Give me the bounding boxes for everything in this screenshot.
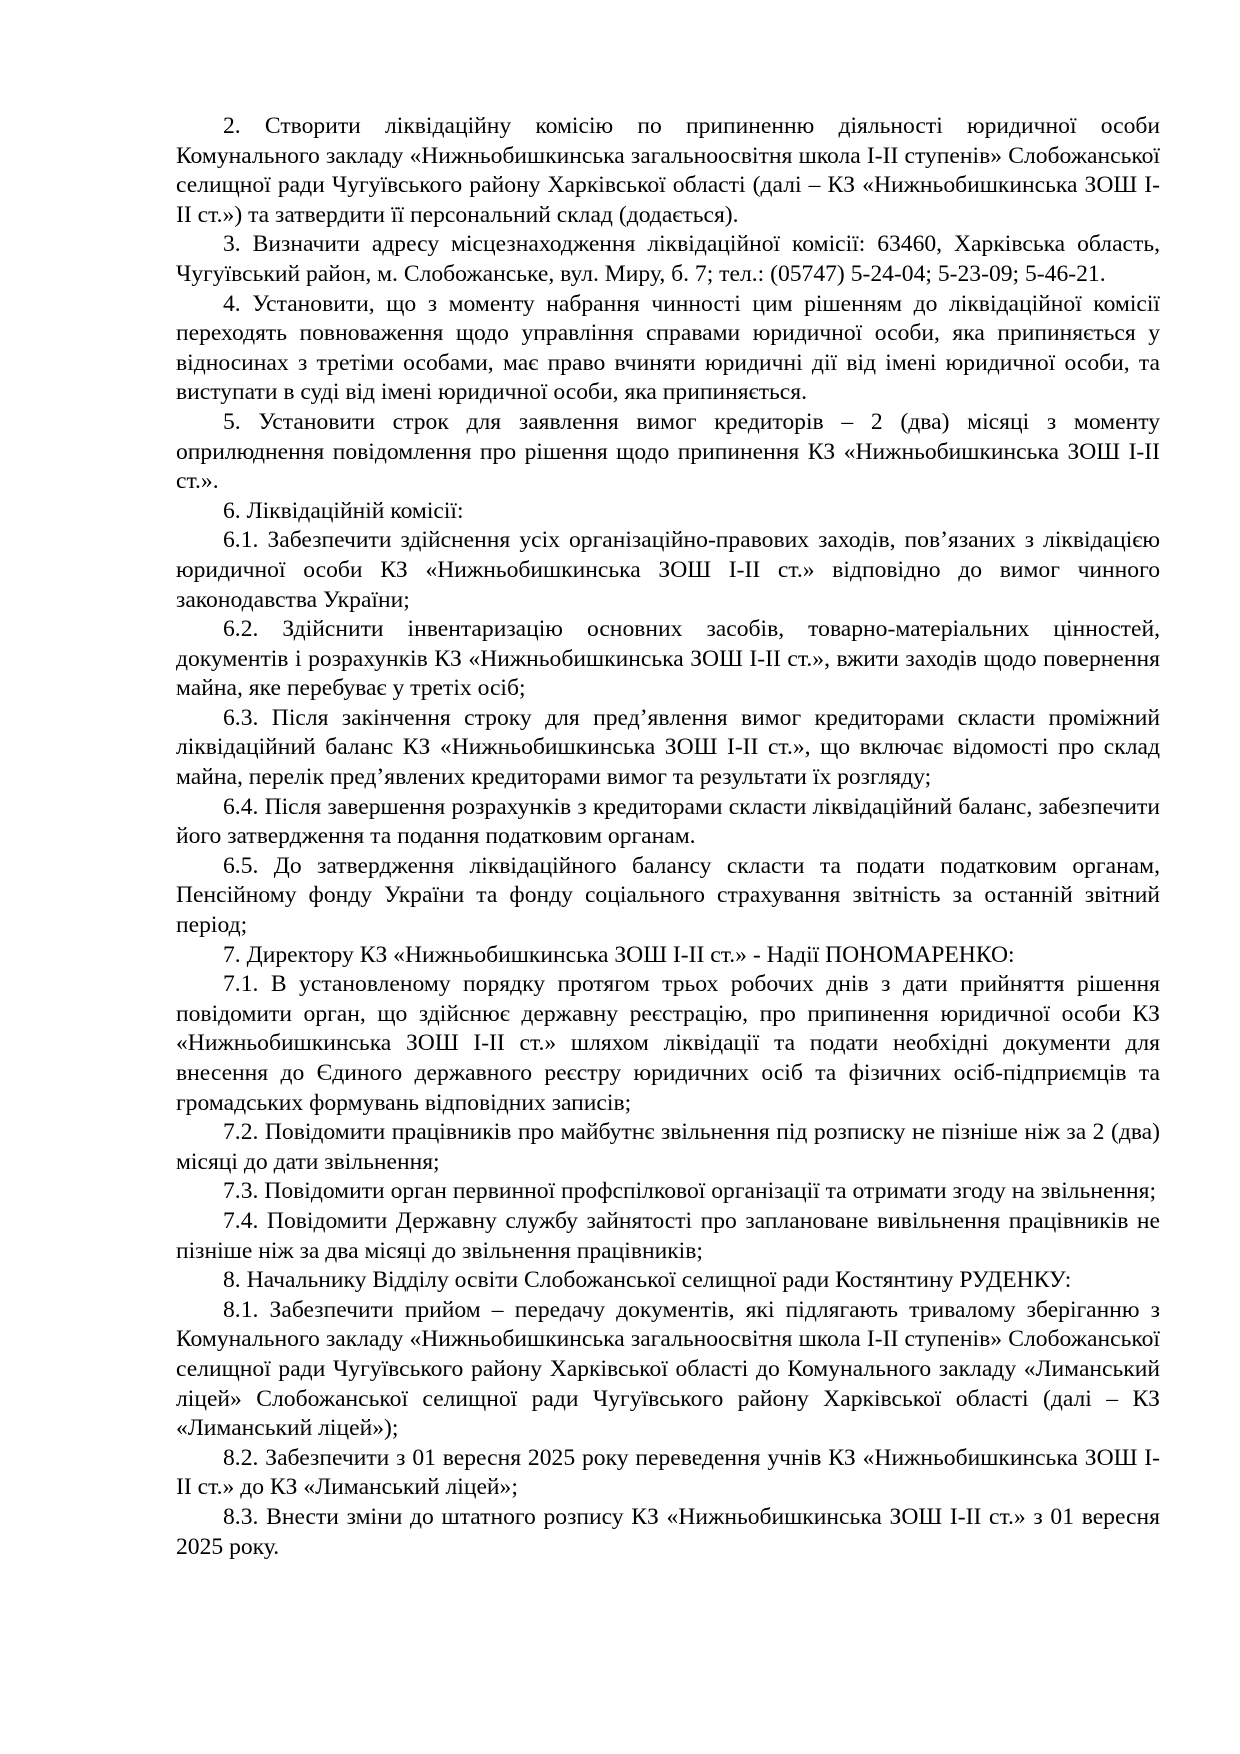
paragraph-7-3: 7.3. Повідомити орган первинної профспілкової організації та отримати згоду на звільнення; — [223, 1178, 1157, 1205]
paragraph-8-3: 8.3. Внести зміни до штатного розпису КЗ «Нижньобишкинська ЗОШ І-ІІ ст.» з 01 вересня 2025 року. — [176, 1503, 1160, 1560]
paragraph-8-1: 8.1. Забезпечити прийом – передачу документів, які підлягають тривалому зберіганню з Комунального закладу «Нижньобишкинська загальноосвітня школа І-ІІ ступенів» Слобожанської селищної ради Чугуївського району Харківської області до Комунального закладу «Лиманський ліцей» Слобожанської селищної ради Чугуївського району Харківської області (далі – КЗ «Лиманський ліцей»); — [176, 1296, 1160, 1442]
paragraph-4: 4. Установити, що з моменту набрання чинності цим рішенням до ліквідаційної комісії переходять повноваження щодо управління справами юридичної особи, яка припиняється у відносинах з третіми особами, має право вчиняти юридичні дії від імені юридичної особи, та виступати в суді від імені юридичної особи, яка припиняється. — [176, 290, 1160, 406]
paragraph-6-2: 6.2. Здійснити інвентаризацію основних засобів, товарно-матеріальних цінностей, документів і розрахунків КЗ «Нижньобишкинська ЗОШ І-ІІ ст.», вжити заходів щодо повернення майна, яке перебуває у третіх осіб; — [176, 616, 1160, 702]
paragraph-7-2: 7.2. Повідомити працівників про майбутнє звільнення під розписку не пізніше ніж за 2 (два) місяці до дати звільнення; — [176, 1119, 1160, 1175]
paragraph-7: 7. Директору КЗ «Нижньобишкинська ЗОШ І-ІІ ст.» - Надії ПОНОМАРЕНКО: — [223, 941, 1015, 968]
paragraph-7-4: 7.4. Повідомити Державну службу зайнятості про заплановане вивільнення працівників не пізніше ніж за два місяці до звільнення працівників; — [176, 1207, 1160, 1264]
paragraph-6-5: 6.5. До затвердження ліквідаційного балансу скласти та подати податковим органам, Пенсійному фонду України та фонду соціального страхування звітність за останній звітний період; — [176, 852, 1160, 939]
paragraph-6: 6. Ліквідаційній комісії: — [223, 497, 464, 524]
paragraph-6-3: 6.3. Після закінчення строку для пред’явлення вимог кредиторами скласти проміжний ліквідаційний баланс КЗ «Нижньобишкинська ЗОШ І-ІІ ст.», що включає відомості про склад майна, перелік пред’явлених кредиторами вимог та результати їх розгляду; — [176, 704, 1160, 791]
paragraph-6-1: 6.1. Забезпечити здійснення усіх організаційно-правових заходів, пов’язаних з ліквідацією юридичної особи КЗ «Нижньобишкинська ЗОШ І-ІІ ст.» відповідно до вимог чинного законодавства України; — [176, 527, 1160, 613]
paragraph-6-4: 6.4. Після завершення розрахунків з кредиторами скласти ліквідаційний баланс, забезпечити його затвердження та подання податковим органам. — [176, 793, 1160, 850]
paragraph-8: 8. Начальнику Відділу освіти Слобожанської селищної ради Костянтину РУДЕНКУ: — [223, 1267, 1072, 1294]
paragraph-5: 5. Установити строк для заявлення вимог кредиторів – 2 (два) місяці з моменту оприлюднення повідомлення про рішення щодо припинення КЗ «Нижньобишкинська ЗОШ І-ІІ ст.». — [176, 408, 1160, 495]
paragraph-3: 3. Визначити адресу місцезнаходження ліквідаційної комісії: 63460, Харківська область, Чугуївський район, м. Слобожанське, вул. Миру, б. 7; тел.: (05747) 5-24-04; 5-23-09; 5-46-21. — [176, 231, 1160, 287]
document-page — [176, 112, 1160, 1562]
paragraph-8-2: 8.2. Забезпечити з 01 вересня 2025 року переведення учнів КЗ «Нижньобишкинська ЗОШ І-ІІ ст.» до КЗ «Лиманський ліцей»; — [176, 1444, 1160, 1501]
paragraph-2: 2. Створити ліквідаційну комісію по припиненню діяльності юридичної особи Комунального закладу «Нижньобишкинська загальноосвітня школа І-ІІ ступенів» Слобожанської селищної ради Чугуївського району Харківської області (далі – КЗ «Нижньобишкинська ЗОШ І-ІІ ст.») та затвердити її персональний склад (додається). — [176, 113, 1160, 228]
paragraph-7-1: 7.1. В установленому порядку протягом трьох робочих днів з дати прийняття рішення повідомити орган, що здійснює державну реєстрацію, про припинення юридичної особи КЗ «Нижньобишкинська ЗОШ І-ІІ ст.» шляхом ліквідації та подати необхідні документи для внесення до Єдиного державного реєстру юридичних осіб та фізичних осіб-підприємців та громадських формувань відповідних записів; — [176, 971, 1160, 1116]
